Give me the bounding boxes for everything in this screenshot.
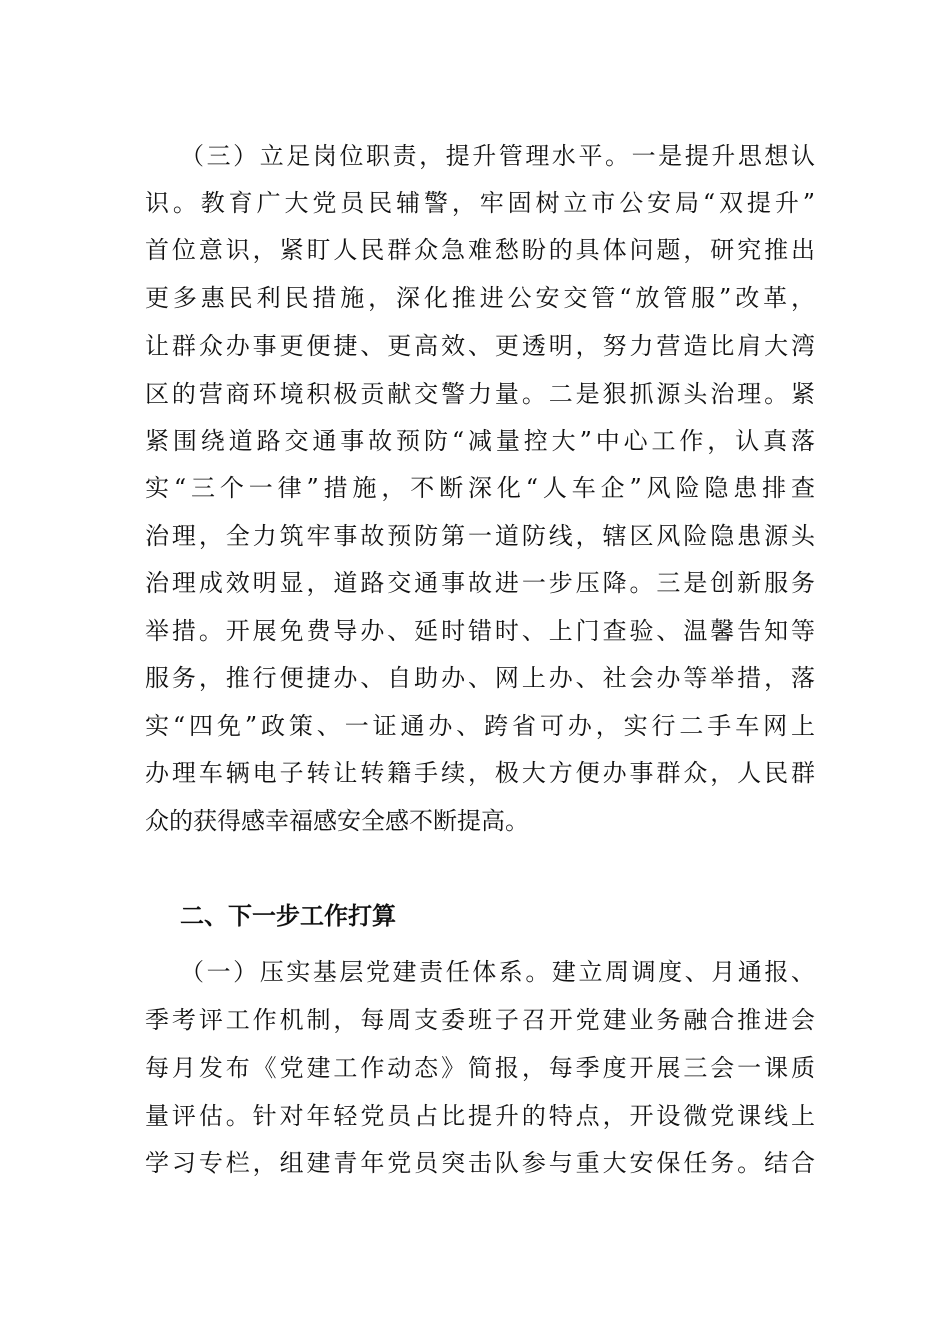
paragraph-line: 季考评工作机制，每周支委班子召开党建业务融合推进会 (145, 1006, 815, 1034)
paragraph-line: 区的营商环境积极贡献交警力量。二是狠抓源头治理。紧 (145, 380, 815, 408)
paragraph-line: 每月发布《党建工作动态》简报，每季度开展三会一课质 (145, 1054, 815, 1082)
paragraph-line: 让群众办事更便捷、更高效、更透明，努力营造比肩大湾 (145, 332, 815, 360)
paragraph-line: 治理，全力筑牢事故预防第一道防线，辖区风险隐患源头 (145, 522, 815, 550)
section-heading: 二、下一步工作打算 (180, 902, 396, 930)
paragraph-line: 办理车辆电子转让转籍手续，极大方便办事群众，人民群 (145, 759, 815, 787)
paragraph-line: 治理成效明显，道路交通事故进一步压降。三是创新服务 (145, 569, 815, 597)
paragraph-line: 首位意识，紧盯人民群众急难愁盼的具体问题，研究推出 (145, 236, 815, 264)
paragraph-line: 紧围绕道路交通事故预防“减量控大”中心工作，认真落 (145, 427, 815, 455)
paragraph-line: 众的获得感幸福感安全感不断提高。 (145, 807, 529, 835)
paragraph-line: 实“三个一律”措施，不断深化“人车企”风险隐患排查 (145, 474, 815, 502)
paragraph-line: （一）压实基层党建责任体系。建立周调度、月通报、 (180, 958, 815, 986)
paragraph-line: （三）立足岗位职责，提升管理水平。一是提升思想认 (180, 142, 815, 170)
paragraph-line: 学习专栏，组建青年党员突击队参与重大安保任务。结合 (145, 1149, 815, 1177)
paragraph-line: 举措。开展免费导办、延时错时、上门查验、温馨告知等 (145, 617, 815, 645)
paragraph-line: 识。教育广大党员民辅警，牢固树立市公安局“双提升” (145, 189, 815, 217)
paragraph-line: 实“四免”政策、一证通办、跨省可办，实行二手车网上 (145, 712, 815, 740)
paragraph-line: 更多惠民利民措施，深化推进公安交管“放管服”改革， (145, 284, 815, 312)
paragraph-line: 服务，推行便捷办、自助办、网上办、社会办等举措，落 (145, 664, 815, 692)
paragraph-line: 量评估。针对年轻党员占比提升的特点，开设微党课线上 (145, 1102, 815, 1130)
